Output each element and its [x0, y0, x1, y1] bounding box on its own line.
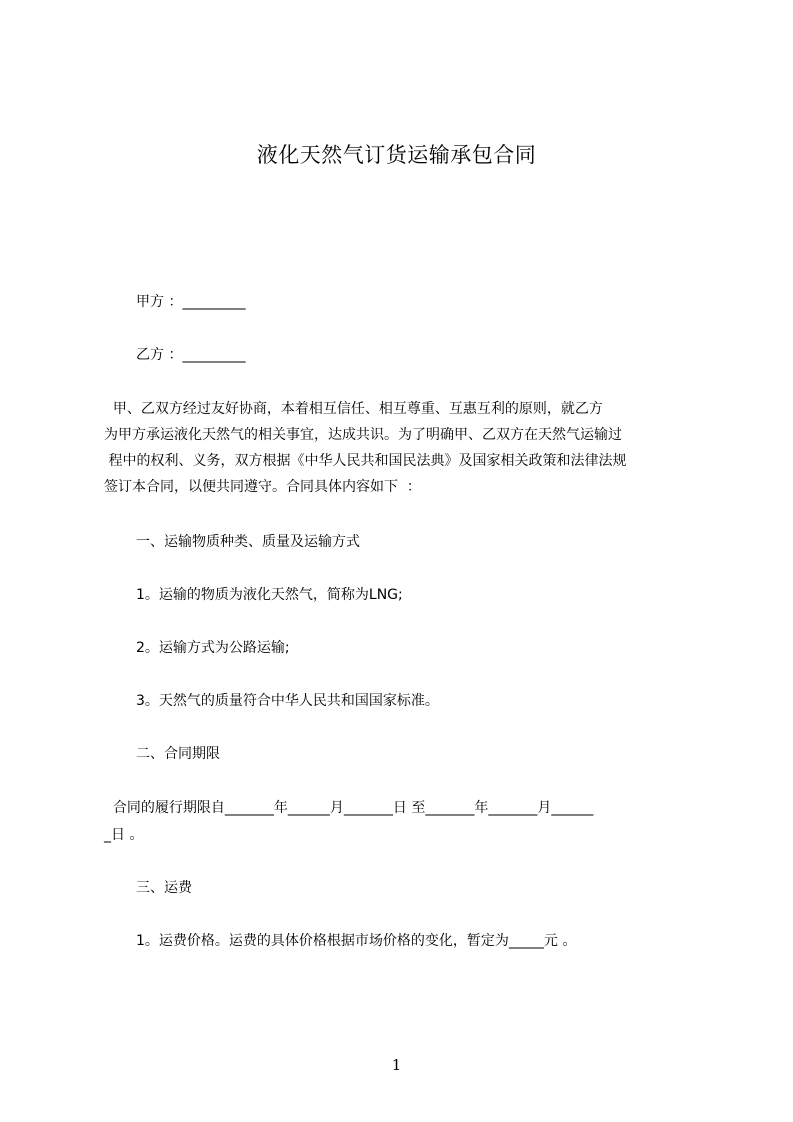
- page-number: 1: [391, 1056, 402, 1074]
- section1-item1: 1。运输的物质为液化天然气，简称为LNG;: [136, 587, 403, 603]
- preamble-line: 甲、乙双方经过友好协商，本着相互信任、相互尊重、互惠互利的原则，就乙方: [104, 401, 603, 417]
- section3-heading: 三、运费: [136, 880, 192, 896]
- document-title: 液化天然气订货运输承包合同: [256, 143, 537, 167]
- section3-item1: 1。运费价格。运费的具体价格根据市场价格的变化，暂定为_____元 。: [136, 933, 577, 949]
- section2-heading: 二、合同期限: [136, 746, 220, 762]
- preamble-line: 为甲方承运液化天然气的相关事宜，达成共识。为了明确甲、乙双方在天然气运输过: [104, 427, 622, 443]
- section2-term-line2: _日 。: [104, 827, 144, 843]
- section1-heading: 一、运输物质种类、质量及运输方式: [136, 534, 360, 550]
- preamble-line: 程中的权利、义务，双方根据《中华人民共和国民法典》及国家相关政策和法律法规: [104, 453, 627, 469]
- party-b-line: 乙方 ：_________: [136, 347, 246, 363]
- preamble-line: 签订本合同，以便共同遵守。合同具体内容如下 ：: [104, 479, 421, 495]
- section2-term-line1: 合同的履行期限自_______年______月_______日 至_______年_______月______: [104, 800, 594, 816]
- party-a-line: 甲方 ：_________: [136, 294, 246, 310]
- section1-item3: 3。天然气的质量符合中华人民共和国国家标准。: [136, 693, 439, 709]
- preamble-paragraph: [104, 396, 704, 500]
- section1-item2: 2。运输方式为公路运输;: [136, 640, 290, 656]
